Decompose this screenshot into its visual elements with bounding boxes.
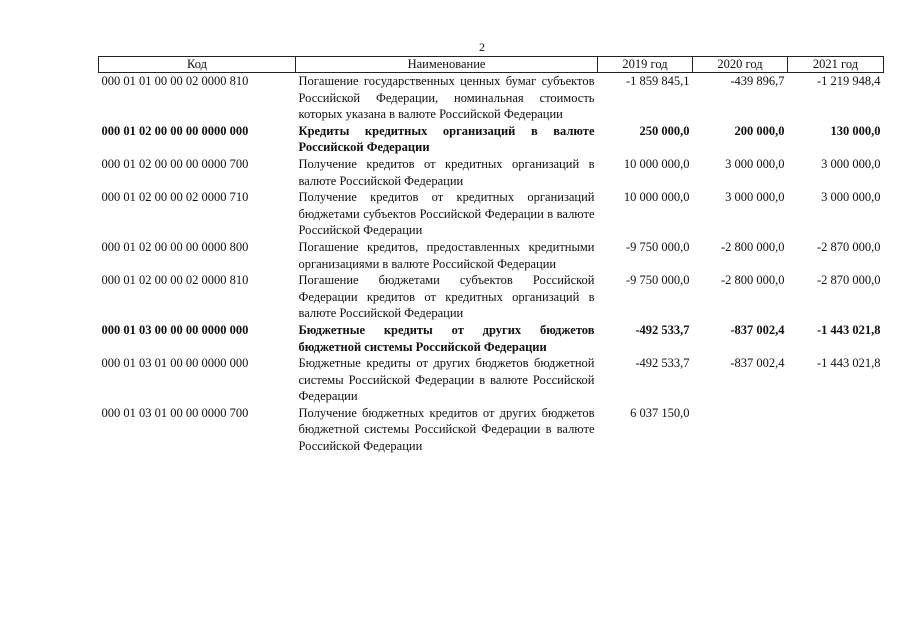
row-value-2019: -492 533,7 [635, 356, 690, 371]
row-code: 000 01 01 00 00 02 0000 810 [101, 74, 249, 88]
row-value-2020 [693, 405, 788, 455]
table-row [99, 405, 884, 455]
table-row [99, 322, 884, 355]
row-value-2020: 3 000 000,0 [725, 190, 785, 205]
row-name: Кредиты кредитных организаций в валюте Российской Федерации [298, 123, 595, 155]
header-name: Наименование [296, 57, 598, 73]
row-value-2020: -439 896,7 [730, 74, 785, 88]
row-value-2020: -2 800 000,0 [720, 239, 785, 254]
row-code: 000 01 03 01 00 00 0000 000 [101, 356, 249, 371]
row-name: Погашение кредитов, предоставленных кредитными организациями в валюте Российской Федерации [298, 239, 595, 271]
row-name: Погашение государственных ценных бумаг субъектов Российской Федерации, номинальная стоимость которых указана в валюте Российской Федерации [298, 74, 595, 122]
row-value-2021: -1 443 021,8 [816, 356, 881, 371]
header-2019: 2019 год [598, 57, 693, 73]
row-value-2019: -9 750 000,0 [625, 239, 690, 254]
row-code: 000 01 02 00 00 02 0000 710 [101, 190, 249, 205]
budget-table [98, 56, 884, 455]
row-value-2020: 200 000,0 [734, 123, 785, 138]
table-row [99, 73, 884, 123]
table-header-row [99, 57, 884, 73]
table-row [99, 272, 884, 322]
row-code: 000 01 02 00 00 02 0000 810 [101, 273, 249, 288]
table-row [99, 355, 884, 405]
row-name: Получение кредитов от кредитных организаций бюджетами субъектов Российской Федерации в валюте Российской Федерации [298, 190, 595, 238]
row-name: Получение кредитов от кредитных организаций в валюте Российской Федерации [298, 156, 595, 188]
row-code: 000 01 02 00 00 00 0000 800 [101, 239, 249, 254]
table-row [99, 156, 884, 189]
table-row [99, 239, 884, 272]
row-value-2019: -1 859 845,1 [625, 74, 690, 88]
table-row [99, 189, 884, 239]
row-value-2019: 10 000 000,0 [623, 190, 690, 205]
row-name: Бюджетные кредиты от других бюджетов бюджетной системы Российской Федерации [298, 322, 595, 354]
row-value-2021: -2 870 000,0 [816, 273, 881, 288]
row-code: 000 01 02 00 00 00 0000 700 [101, 156, 249, 171]
row-code: 000 01 03 00 00 00 0000 000 [101, 322, 249, 337]
row-value-2019: 6 037 150,0 [630, 405, 690, 420]
row-code: 000 01 03 01 00 00 0000 700 [101, 405, 249, 420]
row-value-2021: 130 000,0 [830, 123, 881, 138]
row-value-2021: 3 000 000,0 [821, 190, 881, 205]
table-row [99, 123, 884, 156]
row-name: Погашение бюджетами субъектов Российской Федерации кредитов от кредитных организаций в валюте Российской Федерации [298, 273, 595, 321]
row-value-2020: 3 000 000,0 [725, 156, 785, 171]
row-value-2019: 10 000 000,0 [623, 156, 690, 171]
row-value-2021 [788, 405, 884, 455]
row-value-2021: -1 443 021,8 [816, 322, 881, 337]
row-value-2021: -1 219 948,4 [816, 74, 881, 88]
row-value-2019: -492 533,7 [635, 322, 690, 337]
row-value-2021: 3 000 000,0 [821, 156, 881, 171]
row-value-2020: -837 002,4 [730, 356, 785, 371]
row-code: 000 01 02 00 00 00 0000 000 [101, 123, 249, 138]
row-name: Получение бюджетных кредитов от других бюджетов бюджетной системы Российской Федерации в валюте Российской Федерации [298, 405, 595, 454]
row-value-2019: -9 750 000,0 [625, 273, 690, 288]
row-value-2020: -2 800 000,0 [720, 273, 785, 288]
page-number: 2 [479, 40, 485, 54]
header-code: Код [99, 57, 296, 73]
row-value-2020: -837 002,4 [730, 322, 785, 337]
row-value-2019: 250 000,0 [639, 123, 690, 138]
header-2021: 2021 год [788, 57, 884, 73]
row-value-2021: -2 870 000,0 [816, 239, 881, 254]
header-2020: 2020 год [693, 57, 788, 73]
row-name: Бюджетные кредиты от других бюджетов бюджетной системы Российской Федерации в валюте Российской Федерации [298, 356, 595, 404]
